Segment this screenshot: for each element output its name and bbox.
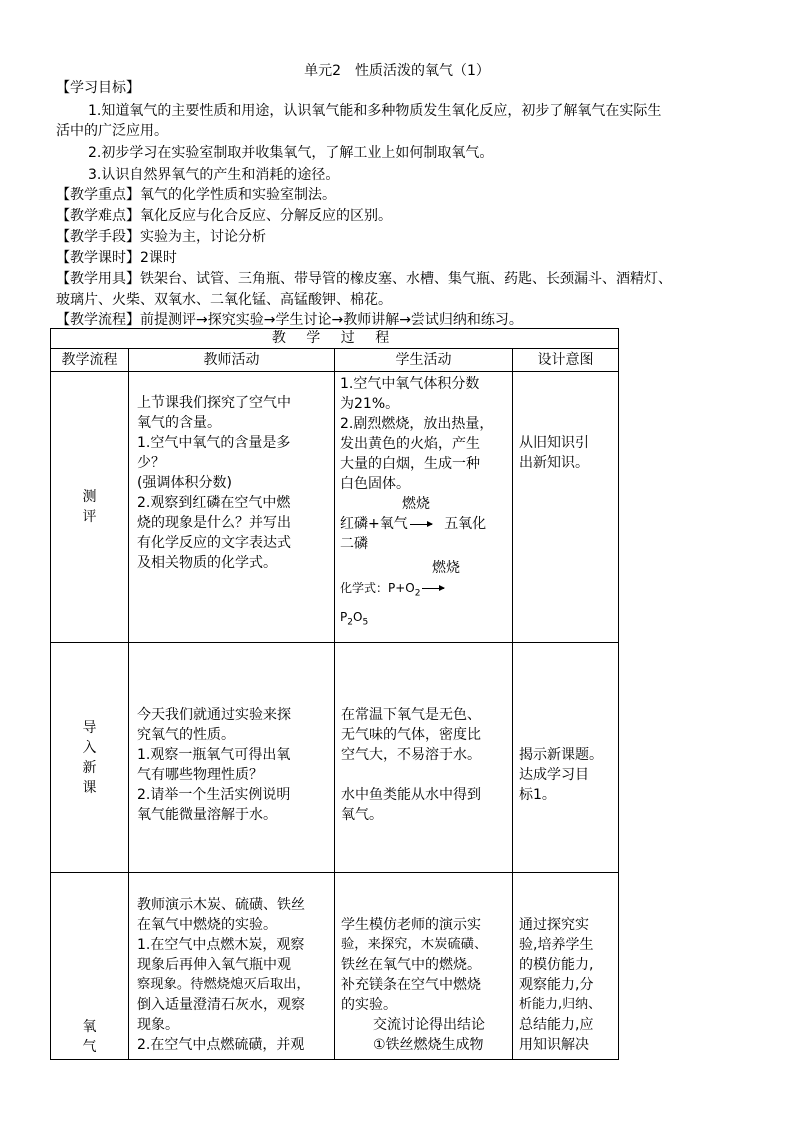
teacher-line: 现象后再伸入氧气瓶中观 <box>137 957 291 973</box>
equation-product: 五氧化 <box>444 516 487 532</box>
teacher-line: 在氧气中燃烧的实验。 <box>137 917 277 933</box>
difficulties <box>56 206 746 226</box>
arrow-icon <box>422 588 444 589</box>
student-line: 铁丝在氧气中的燃烧。 <box>341 957 481 973</box>
intent-line: 揭示新课题。 <box>519 747 603 763</box>
teaching-tools <box>56 269 746 289</box>
intent-line: 从旧知识引 <box>519 435 589 451</box>
teacher-line: 1.空气中氧气的含量是多 <box>137 435 291 451</box>
teacher-line: (强调体积分数) <box>137 475 232 491</box>
teacher-line: 究氧气的性质。 <box>137 727 235 743</box>
intent-line: 观察能力,分 <box>519 977 594 993</box>
stage-cell <box>51 643 129 873</box>
student-line: 验，来探究，木炭硫磺、 <box>341 937 488 952</box>
formula-product <box>340 607 510 632</box>
teaching-means-text: 实验为主，讨论分析 <box>140 229 266 245</box>
subscript: 2 <box>347 617 353 628</box>
teaching-means <box>56 227 746 247</box>
key-points-label: 【教学重点】 <box>56 187 140 203</box>
student-line: 水中鱼类能从水中得到 <box>341 787 481 803</box>
teaching-flow-label: 【教学流程】 <box>56 312 140 328</box>
stage-char: 评 <box>82 509 97 525</box>
teacher-line: 1.观察一瓶氧气可得出氧 <box>137 747 291 763</box>
teaching-tools-label: 【教学用具】 <box>56 271 140 287</box>
header-teacher: 教师活动 <box>129 349 335 372</box>
student-line: 氧气。 <box>341 807 383 823</box>
stage-char: 测 <box>82 489 97 505</box>
class-hours-label: 【教学课时】 <box>56 250 140 266</box>
teacher-line: 教师演示木炭、硫磺、铁丝 <box>137 897 305 913</box>
student-line: 发出黄色的火焰，产生 <box>340 436 480 452</box>
header-stage: 教学流程 <box>51 349 129 372</box>
teacher-line: 2.观察到红磷在空气中燃 <box>137 495 291 511</box>
intent-line: 验,培养学生 <box>519 937 594 953</box>
teacher-line: 少？ <box>137 455 165 471</box>
teaching-process-table <box>50 328 619 1060</box>
equation-product-cont: 二磷 <box>340 536 368 552</box>
class-hours-text: 2课时 <box>140 250 177 266</box>
teacher-line: 今天我们就通过实验来探 <box>137 707 291 723</box>
stage-char: 新 <box>82 759 97 776</box>
student-line: 学生模仿老师的演示实 <box>341 917 481 933</box>
stage-char: 气 <box>82 1039 97 1055</box>
table-banner: 教 学 过 程 <box>51 329 619 349</box>
stage-char: 氧 <box>82 1019 97 1035</box>
teaching-means-label: 【教学手段】 <box>56 229 140 245</box>
teacher-cell <box>129 873 335 1060</box>
teaching-flow <box>56 310 746 330</box>
teacher-line: 烧的现象是什么？并写出 <box>137 515 291 531</box>
class-hours <box>56 248 746 268</box>
teacher-line: 2.在空气中点燃硫磺，并观 <box>137 1037 305 1053</box>
table-row <box>51 643 619 873</box>
intent-cell <box>513 873 619 1060</box>
header-student: 学生活动 <box>335 349 513 372</box>
formula-text: P <box>340 610 348 625</box>
objective-1-cont: 活中的广泛应用。 <box>56 123 168 139</box>
intent-line: 用知识解决 <box>519 1037 589 1053</box>
intent-line: 析能力,归纳、 <box>519 997 602 1012</box>
stage-char: 入 <box>82 739 97 756</box>
student-line: 大量的白烟，生成一种 <box>340 456 480 472</box>
student-line: ①铁丝燃烧生成物 <box>373 1037 484 1053</box>
teacher-cell <box>129 643 335 873</box>
objective-3: 3.认识自然界氧气的产生和消耗的途径。 <box>88 167 340 183</box>
intent-line: 的模仿能力, <box>519 957 594 973</box>
formula-reactants: 化学式：P+O <box>340 581 415 595</box>
intent-line: 达成学习目 <box>519 767 589 783</box>
arrow-icon <box>410 524 432 525</box>
student-line: 为21%。 <box>340 396 400 412</box>
objective-2: 2.初步学习在实验室制取并收集氧气，了解工业上如何制取氧气。 <box>88 145 494 161</box>
student-line <box>341 765 510 785</box>
key-points-text: 氧气的化学性质和实验室制法。 <box>140 187 336 203</box>
intent-line: 出新知识。 <box>519 455 589 471</box>
key-points <box>56 185 746 205</box>
subscript: 2 <box>414 588 421 599</box>
word-equation <box>340 514 510 534</box>
student-cell <box>335 643 513 873</box>
formula-equation <box>340 578 510 603</box>
subscript: 5 <box>362 617 369 628</box>
objectives-heading: 【学习目标】 <box>56 80 140 96</box>
teacher-line: 现象。 <box>137 1017 179 1033</box>
formula-text: O <box>352 610 363 625</box>
table-row <box>51 873 619 1060</box>
table-row <box>51 372 619 643</box>
objective-1: 1.知道氧气的主要性质和用途，认识氧气能和多种物质发生氧化反应，初步了解氧气在实际生 <box>88 103 662 119</box>
teacher-line: 及相关物质的化学式。 <box>137 555 277 571</box>
teaching-tools-cont: 玻璃片、火柴、双氧水、二氧化锰、高锰酸钾、棉花。 <box>56 292 392 308</box>
student-line: 补充镁条在空气中燃烧 <box>341 977 481 993</box>
student-line: 空气大，不易溶于水。 <box>341 747 481 763</box>
student-cell <box>335 372 513 643</box>
student-line: 2.剧烈燃烧，放出热量， <box>340 416 494 432</box>
student-line: 的实验。 <box>341 997 397 1013</box>
teacher-line: 倒入适量澄清石灰水，观察 <box>137 997 305 1013</box>
teacher-line: 2.请举一个生活实例说明 <box>137 787 291 803</box>
difficulties-label: 【教学难点】 <box>56 208 140 224</box>
stage-char: 导 <box>82 719 97 736</box>
teaching-flow-text: 前提测评→探究实验→学生讨论→教师讲解→尝试归纳和练习。 <box>140 312 523 328</box>
stage-cell <box>51 873 129 1060</box>
student-line: 无气味的气体，密度比 <box>341 727 481 743</box>
teacher-line: 察现象。待燃烧熄灭后取出， <box>137 977 310 992</box>
teacher-line: 气有哪些物理性质？ <box>137 767 263 783</box>
equation-reactants: 红磷+氧气 <box>340 516 408 532</box>
teacher-line: 氧气能微量溶解于水。 <box>137 807 277 823</box>
intent-line: 通过探究实 <box>519 917 589 933</box>
intent-cell <box>513 372 619 643</box>
teacher-line: 上节课我们探究了空气中 <box>137 395 291 411</box>
teacher-line: 氧气的含量。 <box>137 415 221 431</box>
intent-line: 总结能力,应 <box>519 1017 594 1033</box>
stage-char: 课 <box>82 779 97 796</box>
intent-cell <box>513 643 619 873</box>
student-cell <box>335 873 513 1060</box>
student-line: 交流讨论得出结论 <box>373 1017 485 1033</box>
student-line: 白色固体。 <box>340 476 410 492</box>
difficulties-text: 氧化反应与化合反应、分解反应的区别。 <box>140 208 392 224</box>
intent-line: 标1。 <box>519 787 556 803</box>
page-title: 单元2 性质活泼的氧气（1） <box>304 63 490 79</box>
reaction-condition: 燃烧 <box>432 560 460 576</box>
teacher-line: 1.在空气中点燃木炭，观察 <box>137 937 305 953</box>
student-line: 在常温下氧气是无色、 <box>341 707 481 723</box>
reaction-condition: 燃烧 <box>402 496 430 512</box>
student-line: 1.空气中氧气体积分数 <box>340 376 480 392</box>
teaching-tools-text: 铁架台、试管、三角瓶、带导管的橡皮塞、水槽、集气瓶、药匙、长颈漏斗、酒精灯、 <box>140 271 672 287</box>
teacher-cell <box>129 372 335 643</box>
header-intent: 设计意图 <box>513 349 619 372</box>
stage-cell <box>51 372 129 643</box>
teacher-line: 有化学反应的文字表达式 <box>137 535 291 551</box>
